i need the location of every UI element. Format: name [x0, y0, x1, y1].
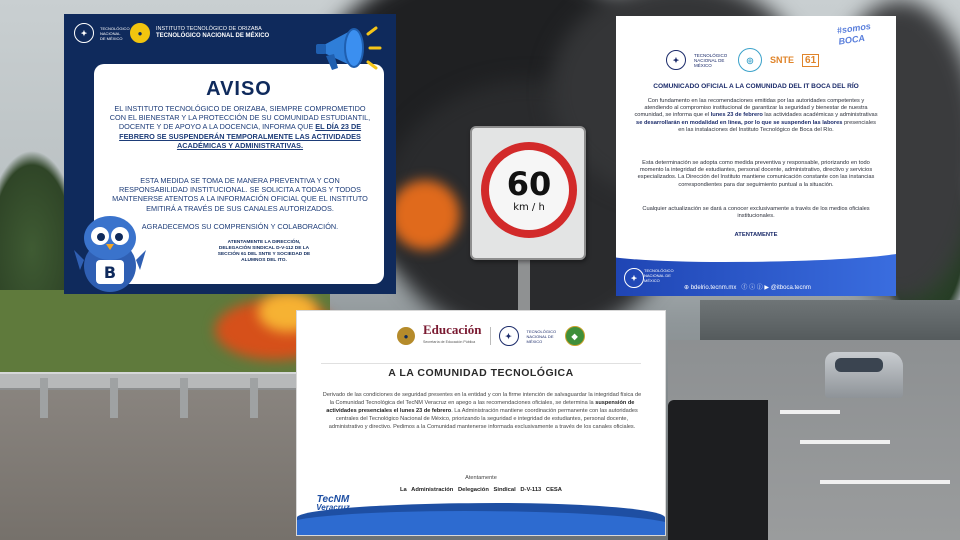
footer-wave: [616, 238, 896, 262]
guardrail-post: [250, 378, 258, 418]
speed-limit-value: 60: [506, 164, 552, 203]
megaphone-icon: [312, 16, 382, 78]
orizaba-header: [74, 20, 269, 46]
veracruz-notice: [296, 310, 666, 536]
footer-social[interactable]: @itboca.tecnm: [770, 285, 811, 291]
boca-title: COMUNICADO OFICIAL A LA COMUNIDAD DEL IT BOCA DEL RÍO: [653, 83, 859, 90]
boca-logos: [666, 48, 866, 72]
itver-seal-icon: ◆: [565, 326, 585, 346]
itboca-seal-icon: ◎: [738, 48, 762, 72]
boca-logo-text: TECNOLÓGICO NACIONAL DE MÉXICO: [694, 52, 728, 68]
section-61-logo: 61: [802, 54, 819, 67]
web-icon: ⊕: [684, 285, 690, 291]
fire: [390, 180, 460, 250]
lane-marking: [800, 440, 890, 444]
tecnm-logo-icon: ✦: [499, 326, 519, 346]
lane-marking: [820, 480, 950, 484]
notice-signature: ATENTAMENTE LA DIRECCIÓN, DELEGACIÓN SINDICAL D-V-112 DE LA SECCIÓN 61 DEL SNTE Y SOCIEDAD DE ALUMNOS DEL ITO.: [217, 240, 311, 263]
svg-text:B: B: [103, 263, 117, 282]
boca-body-2: Esta determinación se adopta como medida preventiva y responsable, priorizando en todo momento la integridad de estudiantes, personal docente, administrativo, directivo y servicios especializados. La Dirección del Instituto mantiene comunicación constante con las instancias correspondientes para dar seguimiento puntual a la situación.: [637, 160, 875, 188]
tecnm-header-text: TECNOLÓGICO NACIONAL DE MÉXICO: [526, 328, 557, 344]
speed-limit-unit: km / h: [513, 201, 545, 213]
notice-body: EL INSTITUTO TECNOLÓGICO DE ORIZABA, SIEMPRE COMPROMETIDO CON EL BIENESTAR Y LA PROTECCIÓN DE SU COMUNIDAD ESTUDIANTIL, DOCENTE Y DE APOYO A LA DOCENCIA, INFORMA QUE EL DÍA 23 DE FEBRERO SE SUSPENDERÁN TEMPORALMENTE LAS ACTIVIDADES ACADÉMICAS Y ADMINISTRATIVAS.: [109, 104, 371, 150]
boca-body: Con fundamento en las recomendaciones emitidas por las autoridades competentes y atendiendo al compromiso institucional de garantizar la seguridad y bienestar de nuestra comunidad, se informa que el lunes 23 de febrero las actividades académicas y administrativas se desarrollarán en modalidad en línea, por lo que se suspenden las labores presenciales en las instalaciones del Instituto Tecnológico de Boca del Río.: [634, 98, 878, 133]
title-rule: [321, 363, 641, 364]
orizaba-logo-caption: TECNOLÓGICO NACIONAL DE MÉXICO: [100, 25, 130, 41]
footer-links: [684, 282, 811, 291]
sign-pole: [518, 256, 530, 316]
guardrail-post: [110, 378, 118, 418]
ito-seal-icon: ●: [130, 23, 150, 43]
header-divider: [490, 327, 491, 345]
tecnm-logo-icon: ✦: [666, 50, 686, 70]
guardrail-post: [40, 378, 48, 418]
footer-brand: TECNOLÓGICO NACIONAL DE MÉXICO: [644, 268, 674, 283]
notice-thanks: AGRADECEMOS SU COMPRENSIÓN Y COLABORACIÓN.: [141, 222, 339, 231]
orizaba-institution: INSTITUTO TECNOLÓGICO DE ORIZABA TECNOLÓGICO NACIONAL DE MÉXICO: [156, 26, 270, 39]
boca-hashtag: #somos BOCA: [836, 21, 872, 47]
sep-logo: Educación Secretaría de Educación Pública: [423, 322, 482, 344]
veracruz-attentively: Atentamente: [465, 475, 497, 481]
notice-title: AVISO: [206, 78, 272, 100]
tecnm-logo-icon: ✦: [74, 23, 94, 43]
veracruz-signature: La Administración Delegación Sindical D-V-113 CESA: [399, 487, 562, 493]
boca-notice: [616, 16, 896, 296]
speed-limit-sign: [470, 126, 586, 260]
tecnm-logo-icon: ✦: [624, 268, 644, 288]
tecnm-veracruz-logo: TecNM Veracruz: [316, 494, 350, 512]
speed-limit-ring: [481, 142, 577, 238]
guardrail-post: [180, 378, 188, 418]
boca-signature: ATENTAMENTE: [734, 232, 778, 238]
owl-mascot-icon: [70, 210, 150, 294]
highway-left: [0, 380, 330, 540]
veracruz-title: A LA COMUNIDAD TECNOLÓGICA: [388, 367, 574, 379]
lane-marking: [780, 410, 840, 414]
boca-body-3: Cualquier actualización se dará a conocer exclusivamente a través de los medios oficiales institucionales.: [642, 206, 870, 220]
social-icons: ⓕ ⓘ ⓙ ▶: [741, 285, 770, 291]
overpass: [700, 300, 960, 340]
orizaba-notice: [64, 14, 396, 294]
snte-logo: SNTE: [770, 55, 795, 65]
footer-website[interactable]: bdelrio.tecnm.mx: [690, 285, 737, 291]
car: [825, 352, 903, 398]
mexico-seal-icon: ●: [397, 327, 415, 345]
veracruz-body: Derivado de las condiciones de seguridad presentes en la entidad y con la firme intención de salvaguardar la integridad física de la Comunidad Tecnológica del TecNM Veracruz en apego a las recomendaciones oficiales, se determina la suspensión de actividades presenciales el lunes 23 de febrero. La Administración mantiene coordinación permanente con las autoridades centrales del Tecnológico Nacional de México, priorizando la seguridad e integridad de estudiantes, personal docente, administrativo y directivo. Pedimos a la Comunidad mantenerse informada exclusivamente a través de los canales oficiales.: [322, 392, 642, 431]
notice-body-2: ESTA MEDIDA SE TOMA DE MANERA PREVENTIVA Y CON RESPONSABILIDAD INSTITUCIONAL. SE SOLICITA A TODAS Y TODOS MANTENERSE ATENTOS A LA INFORMACIÓN OFICIAL QUE EL INSTITUTO EMITIRÁ A TRAVÉS DE SUS CANALES AUTORIZADOS.: [112, 176, 368, 213]
boca-footer: [616, 252, 896, 296]
notice-highlight: EL DÍA 23 DE FEBRERO SE SUSPENDERÁN TEMPORALMENTE LAS ACTIVIDADES ACADÉMICAS Y ADMINISTRATIVAS.: [119, 122, 362, 150]
veracruz-header: [397, 323, 585, 349]
truck: [668, 400, 768, 540]
